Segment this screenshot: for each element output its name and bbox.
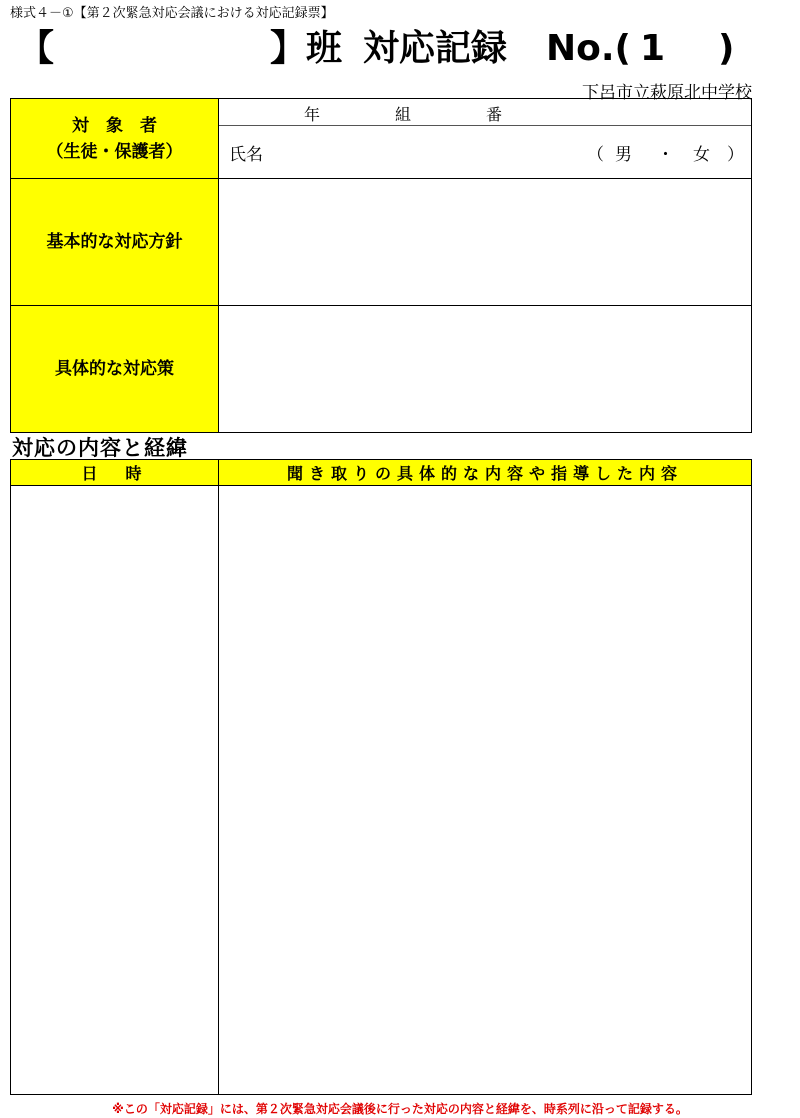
- subject-info-cell[interactable]: [219, 99, 752, 179]
- content-header: 聞き取りの具体的な内容や指導した内容: [219, 460, 752, 486]
- subject-label-cell: [11, 99, 219, 179]
- form-label: 様式４－①【第２次緊急対応会議における対応記録票】: [10, 6, 334, 21]
- school-name: 下呂市立萩原北中学校: [582, 83, 752, 103]
- title-group-label: 】班: [270, 28, 343, 69]
- page-title: [18, 24, 758, 74]
- datetime-header: 日 時: [11, 460, 219, 486]
- grade-label: 年: [304, 105, 321, 124]
- title-no-label: No.(: [546, 28, 631, 69]
- gender-male[interactable]: 男: [615, 145, 632, 165]
- grade-class-number-row[interactable]: [219, 99, 751, 126]
- title-no-value: 1: [640, 28, 666, 69]
- concrete-measures-field[interactable]: [219, 306, 752, 433]
- section-title: 対応の内容と経緯: [12, 436, 188, 460]
- content-field[interactable]: [219, 486, 752, 1095]
- title-no-close: ): [718, 28, 735, 69]
- name-row[interactable]: [219, 126, 751, 178]
- subject-table: [10, 98, 752, 433]
- title-bracket-open: 【: [18, 28, 55, 69]
- gender-open: （: [587, 145, 604, 165]
- name-label: 氏名: [229, 145, 263, 165]
- concrete-measures-label: 具体的な対応策: [11, 306, 219, 433]
- subject-label: 対 象 者: [72, 115, 157, 136]
- log-table: [10, 459, 752, 1095]
- class-label: 組: [395, 105, 412, 124]
- gender-close: ）: [727, 145, 744, 165]
- datetime-field[interactable]: [11, 486, 219, 1095]
- basic-policy-field[interactable]: [219, 179, 752, 306]
- gender-separator: ・: [657, 145, 674, 165]
- footnote: ※この「対応記録」には、第２次緊急対応会議後に行った対応の内容と経緯を、時系列に沿って記録する。: [112, 1102, 688, 1116]
- subject-sublabel: （生徒・保護者）: [46, 141, 183, 162]
- basic-policy-label: 基本的な対応方針: [11, 179, 219, 306]
- gender-female[interactable]: 女: [693, 145, 710, 165]
- title-record: 対応記録: [363, 28, 508, 69]
- number-label: 番: [486, 105, 503, 124]
